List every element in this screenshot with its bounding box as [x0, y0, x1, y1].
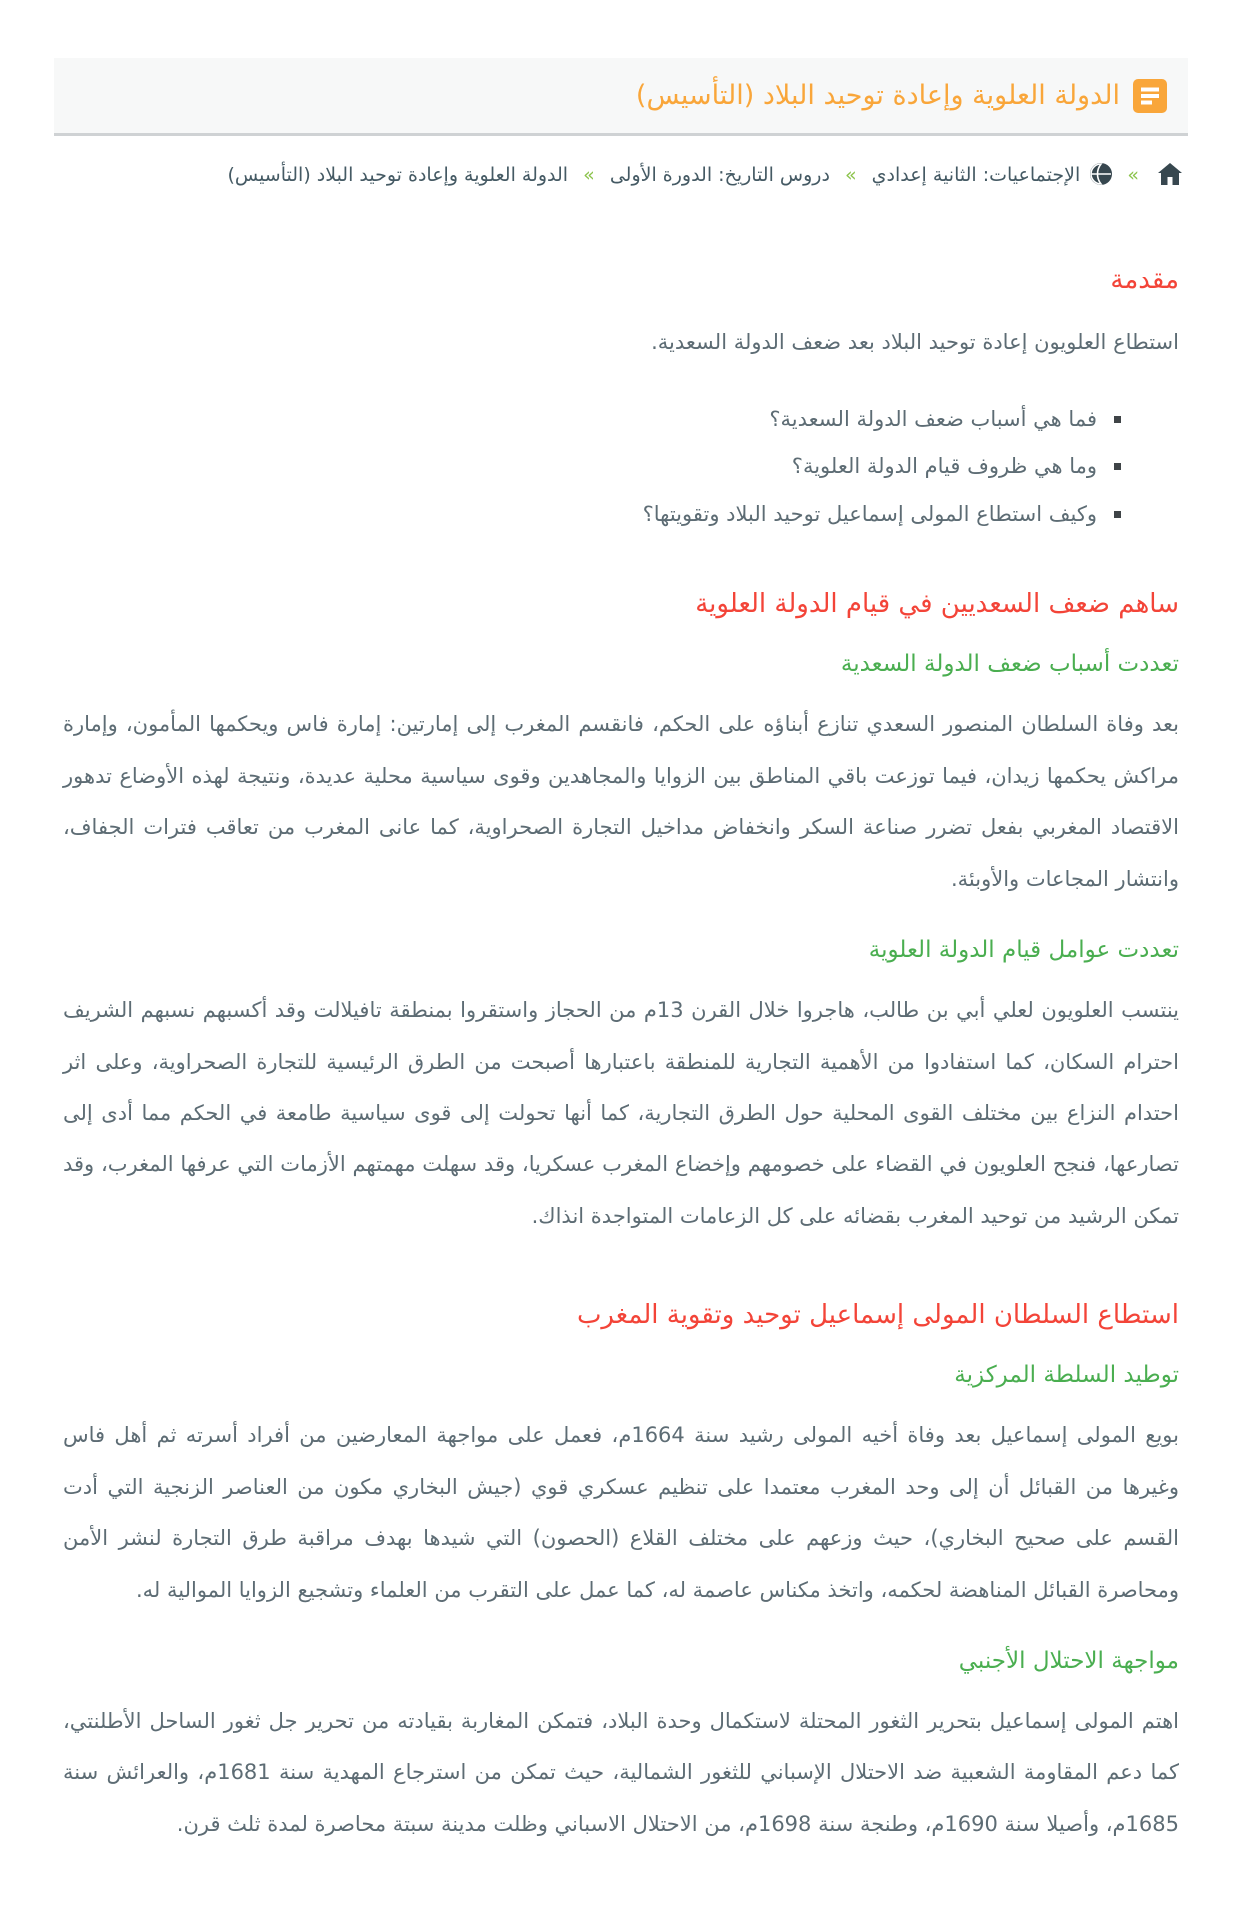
section1-sub2-heading: تعددت عوامل قيام الدولة العلوية — [868, 937, 1179, 964]
lesson-header-bar — [54, 58, 1188, 136]
section1-sub2-paragraph: ينتسب العلويون لعلي أبي بن طالب، هاجروا خلال القرن 13م من الحجاز واستقروا بمنطقة تافيلالت وقد أكسبهم نسبهم الشريف احترام السكان، كما استفادوا من الأهمية التجارية للمنطقة باعتبارها أصبحت من الطرق الرئيسية للتجارة الصحراوية، وعلى اثر احتدام النزاع بين مختلف القوى المحلية حول الطرق التجارية، كما أنها تحولت إلى قوى سياسية طامعة في الحكم مما أدى إلى تصارعها، فنجح العلويون في القضاء على خصومهم وإخضاع المغرب عسكريا، وقد سهلت مهمتهم الأزمات التي عرفها المغرب، وقد تمكن الرشيد من توحيد المغرب بقضائه على كل الزعامات المتواجدة انذاك. — [63, 998, 1179, 1228]
document-list-icon — [1132, 78, 1168, 114]
section1-heading: ساهم ضعف السعديين في قيام الدولة العلوية — [695, 589, 1179, 620]
intro-paragraph: استطاع العلويون إعادة توحيد البلاد بعد ضعف الدولة السعدية. — [651, 330, 1179, 355]
question-item: وما هي ظروف قيام الدولة العلوية؟ — [63, 450, 1121, 484]
page-title: الدولة العلوية وإعادة توحيد البلاد (التأسيس) — [635, 79, 1120, 111]
breadcrumb-separator: » — [583, 164, 595, 186]
breadcrumb-item-level[interactable] — [872, 164, 1113, 186]
intro-questions-list — [63, 403, 1121, 532]
section2-sub2-heading: مواجهة الاحتلال الأجنبي — [958, 1648, 1179, 1675]
question-item: وكيف استطاع المولى إسماعيل توحيد البلاد وتقويتها؟ — [63, 498, 1121, 532]
section2-heading: استطاع السلطان المولى إسماعيل توحيد وتقوية المغرب — [576, 1300, 1179, 1331]
breadcrumb — [110, 158, 1182, 197]
breadcrumb-item-current: الدولة العلوية وإعادة توحيد البلاد (التأسيس) — [227, 164, 569, 186]
question-item: فما هي أسباب ضعف الدولة السعدية؟ — [63, 403, 1121, 437]
breadcrumb-item-course[interactable]: دروس التاريخ: الدورة الأولى — [609, 164, 830, 186]
section2-sub1-heading: توطيد السلطة المركزية — [954, 1362, 1179, 1389]
breadcrumb-separator: » — [1127, 164, 1139, 186]
globe-icon — [1084, 168, 1112, 190]
section1-sub1-paragraph: بعد وفاة السلطان المنصور السعدي تنازع أبناؤه على الحكم، فانقسم المغرب إلى إمارتين: إمارة فاس ويحكمها المأمون، وإمارة مراكش يحكمها زيدان، فيما توزعت باقي المناطق بين الزوايا والمجاهدين وقوى سياسية محلية عديدة، ونتيجة لهذه الأوضاع تدهور الاقتصاد المغربي بفعل تضرر صناعة السكر وانخفاض مداخيل التجارة الصحراوية، كما عانى المغرب من تعاقب فترات الجفاف، وانتشار المجاعات والأوبئة. — [63, 712, 1179, 891]
breadcrumb-separator: » — [844, 164, 857, 186]
home-icon — [1152, 168, 1182, 190]
breadcrumb-item-label: الإجتماعيات: الثانية إعدادي — [871, 164, 1081, 186]
section2-sub1-paragraph: بويع المولى إسماعيل بعد وفاة أخيه المولى رشيد سنة 1664م، فعمل على مواجهة المعارضين من أفراد أسرته ثم أهل فاس وغيرها من القبائل أن إلى وحد المغرب معتمدا على تنظيم عسكري قوي (جيش البخاري مكون من العناصر الزنجية التي أدت القسم على صحيح البخاري)، حيث وزعهم على مختلف القلاع (الحصون) التي شيدها بهدف مراقبة طرق التجارة لنشر الأمن ومحاصرة القبائل المناهضة لحكمه، واتخذ مكناس عاصمة له، كما عمل على التقرب من العلماء وتشجيع الزوايا الموالية له. — [63, 1423, 1179, 1602]
breadcrumb-home-link[interactable] — [1148, 164, 1182, 186]
section1-sub1-heading: تعددت أسباب ضعف الدولة السعدية — [840, 651, 1179, 678]
lesson-content — [63, 265, 1179, 1850]
intro-heading: مقدمة — [1110, 265, 1179, 296]
section2-sub2-paragraph: اهتم المولى إسماعيل بتحرير الثغور المحتلة لاستكمال وحدة البلاد، فتمكن المغاربة بقيادته من تحرير جل ثغور الساحل الأطلنتي، كما دعم المقاومة الشعبية ضد الاحتلال الإسباني للثغور الشمالية، حيث تمكن من استرجاع المهدية سنة 1681م، والعرائش سنة 1685م، وأصيلا سنة 1690م، وطنجة سنة 1698م، من الاحتلال الاسباني وظلت مدينة سبتة محاصرة لمدة ثلث قرن. — [63, 1709, 1179, 1836]
